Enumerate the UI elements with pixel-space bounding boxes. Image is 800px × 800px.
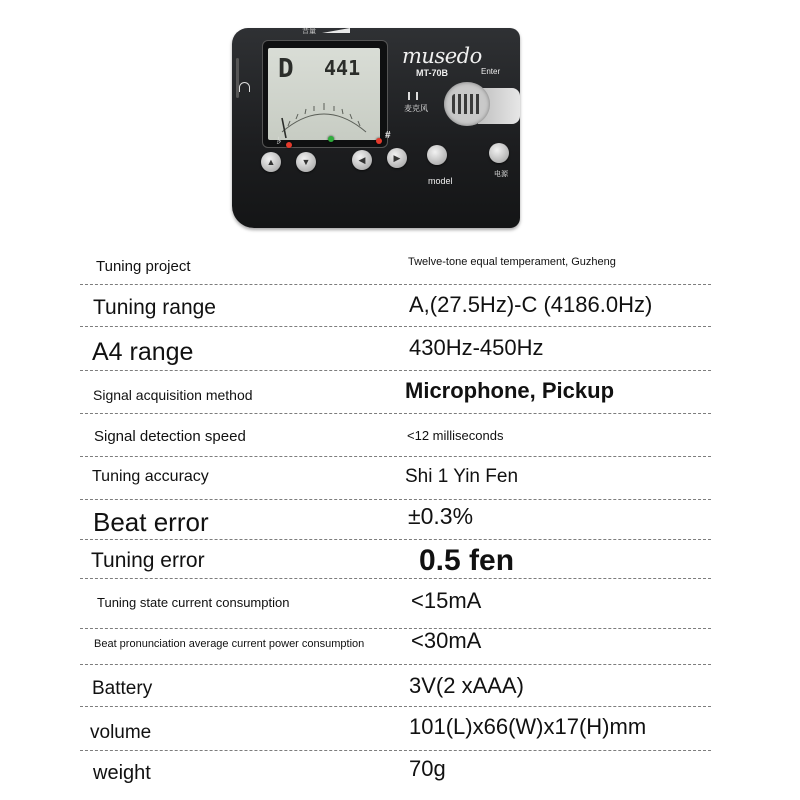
left-button[interactable] <box>352 150 372 170</box>
spec-row <box>80 664 711 707</box>
spec-value: Twelve-tone equal temperament, Guzheng <box>408 256 616 268</box>
spec-row <box>80 706 711 751</box>
spec-row <box>80 284 711 327</box>
meter-needle <box>282 118 286 138</box>
flat-led <box>286 142 292 148</box>
lcd-screen <box>268 48 380 140</box>
volume-wheel[interactable] <box>322 28 350 33</box>
spec-value: 101(L)x66(W)x17(H)mm <box>409 714 647 739</box>
spec-label: Battery <box>92 678 153 699</box>
spec-row <box>80 750 711 794</box>
brand-logo: musedo <box>402 44 482 68</box>
lcd-note-display: D <box>278 54 294 84</box>
flat-symbol: ♭ <box>276 136 281 147</box>
spec-row <box>80 413 711 457</box>
spec-label: Signal acquisition method <box>93 387 253 403</box>
spec-label: Signal detection speed <box>94 428 246 445</box>
spec-label: Tuning project <box>96 258 191 275</box>
model-button[interactable] <box>427 145 447 165</box>
right-button[interactable] <box>387 148 407 168</box>
lcd-frame <box>262 40 388 148</box>
sharp-led <box>376 138 382 144</box>
mic-pause-icon <box>408 92 418 100</box>
down-arrow-icon: ▼ <box>301 157 311 167</box>
up-button[interactable] <box>261 152 281 172</box>
spec-row <box>80 539 711 579</box>
spec-row <box>80 326 711 371</box>
spec-value: Microphone, Pickup <box>405 378 615 403</box>
spec-row <box>80 244 711 285</box>
microphone-grill <box>444 82 490 126</box>
lcd-frequency-display: 441 <box>324 56 361 80</box>
spec-row <box>80 578 711 629</box>
power-button[interactable] <box>489 143 509 163</box>
microphone-label: 麦克风 <box>404 104 428 113</box>
model-code: MT-70B <box>416 68 449 78</box>
spec-label: Tuning error <box>91 549 205 572</box>
spec-row <box>80 628 711 665</box>
left-arrow-icon: ◀ <box>358 154 366 165</box>
down-button[interactable] <box>296 152 316 172</box>
spec-label: Beat pronunciation average current power consumption <box>94 638 365 650</box>
enter-label: Enter <box>481 67 501 76</box>
spec-label: weight <box>93 762 151 784</box>
tuning-meter-scale <box>268 88 380 140</box>
spec-label: Beat error <box>93 507 209 537</box>
power-button-label: 电源 <box>494 170 508 178</box>
side-port <box>236 58 239 98</box>
spec-value: 70g <box>409 756 446 781</box>
model-button-label: model <box>428 176 453 186</box>
spec-label: volume <box>90 722 152 743</box>
up-arrow-icon: ▲ <box>266 157 276 167</box>
tuner-device-photo <box>232 24 520 230</box>
spec-value: 430Hz-450Hz <box>409 335 544 360</box>
spec-value: <15mA <box>411 588 482 613</box>
spec-row <box>80 456 711 500</box>
spec-label: A4 range <box>92 338 194 366</box>
spec-row <box>80 370 711 414</box>
spec-value: 3V(2 xAAA) <box>409 673 524 698</box>
right-arrow-icon: ▶ <box>393 152 401 163</box>
center-led <box>328 136 334 142</box>
spec-label: Tuning state current consumption <box>97 595 290 610</box>
volume-label: 音量 <box>302 27 316 35</box>
spec-value: A,(27.5Hz)-C (4186.0Hz) <box>409 292 653 317</box>
spec-value: <12 milliseconds <box>407 428 504 443</box>
spec-value: 0.5 fen <box>419 544 515 577</box>
spec-value: <30mA <box>411 628 482 653</box>
spec-label: Tuning range <box>93 296 216 319</box>
spec-value: Shi 1 Yin Fen <box>405 466 519 487</box>
spec-label: Tuning accuracy <box>92 468 209 485</box>
sharp-symbol: # <box>385 130 391 141</box>
headphone-jack-icon <box>239 82 250 92</box>
spec-value: ±0.3% <box>408 503 474 529</box>
spec-row <box>80 499 711 540</box>
